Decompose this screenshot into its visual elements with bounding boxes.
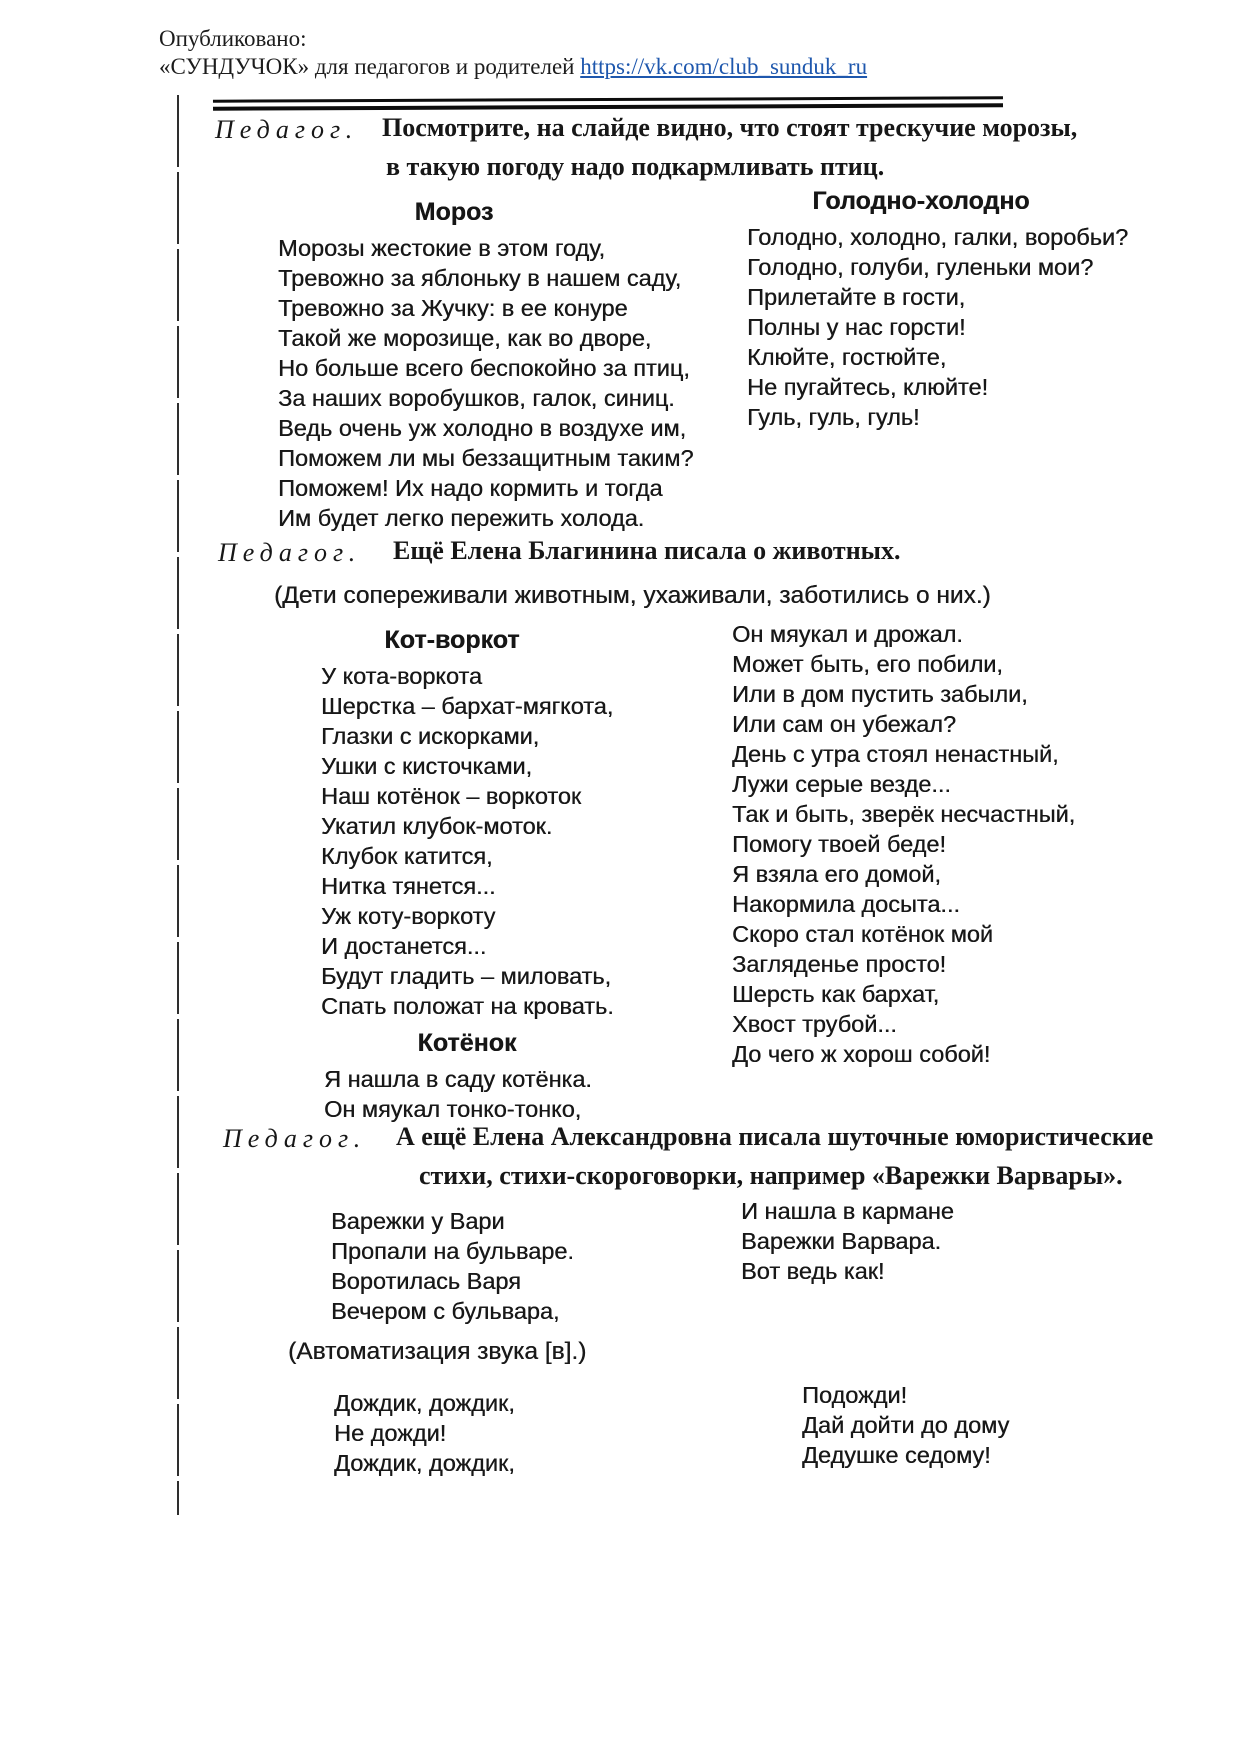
poem-dozhdik-right-lines xyxy=(802,1380,1009,1470)
published-label: Опубликовано: xyxy=(159,26,307,51)
poem-line: Голодно, холодно, галки, воробьи? xyxy=(747,224,1129,250)
poem-line: Хвост трубой... xyxy=(732,1011,897,1037)
poem-dozhdik-left xyxy=(334,1388,515,1478)
published-line xyxy=(159,54,867,80)
poem-kotenok-continuation xyxy=(732,619,1075,1069)
poem-line: Не дожди! xyxy=(334,1420,447,1446)
poem-golodno-lines xyxy=(747,222,1129,432)
poem-line: Или сам он убежал? xyxy=(732,711,956,737)
poem-line: Тревожно за яблоньку в нашем саду, xyxy=(278,265,682,291)
poem-line: Дедушке седому! xyxy=(802,1442,991,1468)
poem-kot-vorkot-title: Кот-воркот xyxy=(384,626,520,654)
poem-line: Укатил клубок-моток. xyxy=(321,813,553,839)
published-audience: «СУНДУЧОК» для педагогов и родителей xyxy=(159,54,581,79)
poem-moroz xyxy=(278,197,694,533)
poem-line: За наших воробушков, галок, синиц. xyxy=(278,385,675,411)
poem-varezhki-right xyxy=(741,1196,954,1286)
poem-golodno-title: Голодно-холодно xyxy=(812,187,1030,215)
poem-line: Ведь очень уж холодно в воздухе им, xyxy=(278,415,687,441)
speaker-pedagog-1: Педагог. xyxy=(215,115,359,144)
poem-line: Ушки с кисточками, xyxy=(321,753,533,779)
poem-line: Варежки у Вари xyxy=(331,1208,505,1234)
poem-line: День с утра стоял ненастный, xyxy=(732,741,1059,767)
poem-line: Такой же морозище, как во дворе, xyxy=(278,325,652,351)
poem-line: Вот ведь как! xyxy=(741,1258,885,1284)
poem-line: Морозы жестокие в этом году, xyxy=(278,235,606,261)
poem-line: Воротилась Варя xyxy=(331,1268,521,1294)
poem-dozhdik-left-lines xyxy=(334,1388,515,1478)
poem-line: Дождик, дождик, xyxy=(334,1450,515,1476)
poem-line: Шерсть как бархат, xyxy=(732,981,940,1007)
poem-line: Он мяукал тонко-тонко, xyxy=(324,1096,582,1122)
poem-line: У кота-воркота xyxy=(321,663,482,689)
poem-kot-vorkot-lines xyxy=(321,661,614,1021)
poem-line: Поможем! Их надо кормить и тогда xyxy=(278,475,663,501)
poem-line: Дай дойти до дому xyxy=(802,1412,1010,1438)
poem-golodno-kholodno xyxy=(747,186,1129,432)
speaker-pedagog-3: Педагог. xyxy=(223,1124,367,1153)
speaker-pedagog-2: Педагог. xyxy=(218,538,362,567)
poem-line: Я нашла в саду котёнка. xyxy=(324,1066,592,1092)
poem-line: Тревожно за Жучку: в ее конуре xyxy=(278,295,628,321)
poem-line: Дождик, дождик, xyxy=(334,1390,515,1416)
poem-line: Может быть, его побили, xyxy=(732,651,1003,677)
poem-moroz-title: Мороз xyxy=(414,198,494,226)
teacher-1-line-1: Посмотрите, на слайде видно, что стоят трескучие морозы, xyxy=(382,113,1078,142)
poem-line: Полны у нас горсти! xyxy=(747,314,966,340)
vk-link[interactable]: https://vk.com/club_sunduk_ru xyxy=(580,54,868,79)
poem-line: Голодно, голуби, гуленьки мои? xyxy=(747,254,1094,280)
poem-line: Клюйте, гостюйте, xyxy=(747,344,947,370)
teacher-3-line-1: А ещё Елена Александровна писала шуточные юмористические xyxy=(396,1122,1154,1151)
poem-line: Будут гладить – миловать, xyxy=(321,963,612,989)
poem-line: Глазки с искорками, xyxy=(321,723,540,749)
poem-line: Клубок катится, xyxy=(321,843,493,869)
poem-line: Наш котёнок – воркоток xyxy=(321,783,582,809)
poem-line: И достанется... xyxy=(321,933,487,959)
top-double-rule xyxy=(213,96,1003,110)
poem-kotenok-continuation-lines xyxy=(732,619,1075,1069)
poem-line: Варежки Варвара. xyxy=(741,1228,942,1254)
poem-line: Им будет легко пережить холода. xyxy=(278,505,645,531)
poem-line: Накормила досыта... xyxy=(732,891,960,917)
teacher-3-line-2: стихи, стихи-скороговорки, например «Варежки Варвары». xyxy=(419,1161,1123,1190)
poem-line: И нашла в кармане xyxy=(741,1198,954,1224)
poem-line: До чего ж хорош собой! xyxy=(732,1041,991,1067)
teacher-2-line-1: Ещё Елена Благинина писала о животных. xyxy=(393,536,901,565)
poem-line: Вечером с бульвара, xyxy=(331,1298,560,1324)
poem-line: Прилетайте в гости, xyxy=(747,284,966,310)
poem-kotenok-lines xyxy=(324,1064,610,1124)
teacher-1-line-2: в такую погоду надо подкармливать птиц. xyxy=(386,152,885,181)
poem-line: Нитка тянется... xyxy=(321,873,496,899)
poem-line: Поможем ли мы беззащитным таким? xyxy=(278,445,694,471)
poem-line: Так и быть, зверёк несчастный, xyxy=(732,801,1076,827)
poem-line: Помогу твоей беде! xyxy=(732,831,946,857)
poem-line: Гуль, гуль, гуль! xyxy=(747,404,920,430)
teacher-2-note: (Дети сопереживали животным, ухаживали, заботились о них.) xyxy=(274,582,991,609)
poem-line: Подожди! xyxy=(802,1382,908,1408)
poem-line: Он мяукал и дрожал. xyxy=(732,621,963,647)
poem-dozhdik-right xyxy=(802,1380,1009,1470)
poem-line: Я взяла его домой, xyxy=(732,861,941,887)
poem-kot-vorkot xyxy=(321,625,614,1021)
poem-line: Шерстка – бархат-мягкота, xyxy=(321,693,614,719)
poem-moroz-lines xyxy=(278,233,694,533)
poem-varezhki-right-lines xyxy=(741,1196,954,1286)
poem-line: Но больше всего беспокойно за птиц, xyxy=(278,355,690,381)
poem-line: Не пугайтесь, клюйте! xyxy=(747,374,989,400)
note-avtomatizatsiya: (Автоматизация звука [в].) xyxy=(288,1338,587,1365)
poem-kotenok-title: Котёнок xyxy=(417,1029,517,1057)
poem-kotenok xyxy=(324,1028,610,1124)
poem-line: Или в дом пустить забыли, xyxy=(732,681,1028,707)
poem-line: Спать положат на кровать. xyxy=(321,993,614,1019)
poem-varezhki-left-lines xyxy=(331,1206,574,1326)
poem-line: Лужи серые везде... xyxy=(732,771,951,797)
poem-line: Скоро стал котёнок мой xyxy=(732,921,993,947)
poem-line: Пропали на бульваре. xyxy=(331,1238,574,1264)
poem-varezhki-left xyxy=(331,1206,574,1326)
poem-line: Загляденье просто! xyxy=(732,951,947,977)
left-margin-line xyxy=(177,95,179,1515)
poem-line: Уж коту-воркоту xyxy=(321,903,496,929)
